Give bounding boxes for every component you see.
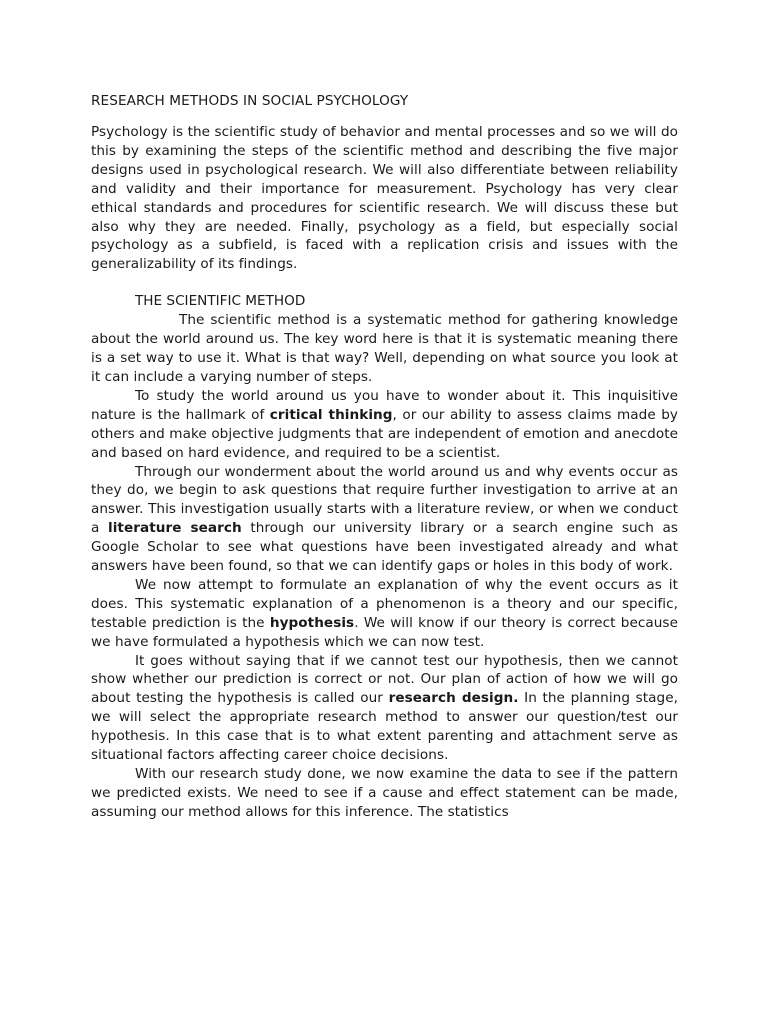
paragraph-data-analysis: With our research study done, we now examine the data to see if the pattern we predicted exists. We need to see if a cause and effect statement can be made, assuming our method allows for this inference. The statistics (91, 766, 678, 820)
paragraph-hypothesis (91, 576, 678, 652)
section-heading: THE SCIENTIFIC METHOD (135, 293, 306, 310)
term-research-design: research design. (388, 690, 519, 707)
paragraph-text: through our university library or a search engine such as Google Scholar to see what questions have been investigated already and what answers have been found, so that we can identify gaps or holes in this body of work. (91, 520, 678, 575)
paragraph-research-design (91, 652, 678, 765)
term-critical-thinking: critical thinking (269, 406, 393, 423)
paragraph-text: In the planning stage, we will select the appropriate research method to answer our question/test our hypothesis. In this case that is to what extent parenting and attachment serve as situational factors affecting career choice decisions. (91, 690, 679, 764)
paragraph-scientific-method: The scientific method is a systematic method for gathering knowledge about the world around us. The key word here is that it is systematic meaning there is a set way to use it. What is that way? Well, depending on what source you look at it can include a varying number of steps. (91, 312, 678, 385)
paragraph-text: To study the world around us you have to wonder about it. This inquisitive nature is the hallmark of (91, 387, 678, 423)
paragraph-text: Through our wonderment about the world around us and why events occur as they do, we begin to ask questions that require further investigation to arrive at an answer. This investigation usually starts with a literature review, or when we conduct a (91, 463, 678, 537)
paragraph-critical-thinking (91, 387, 678, 463)
paragraph-text: We now attempt to formulate an explanation of why the event occurs as it does. This systematic explanation of a phenomenon is a theory and our specific, testable prediction is the (91, 576, 678, 631)
paragraph-text: , or our ability to assess claims made by others and make objective judgments that are independent of emotion and anecdote and based on hard evidence, and required to be a scientist. (91, 406, 678, 461)
paragraph-text: . We will know if our theory is correct because we have formulated a hypothesis which we can now test. (91, 614, 678, 650)
term-literature-search: literature search (107, 520, 242, 537)
paragraph-text: It goes without saying that if we cannot test our hypothesis, then we cannot show whether our prediction is correct or not. Our plan of action of how we will go about testing the hypothesis is called our (91, 652, 678, 707)
paragraph-literature-search (91, 463, 678, 576)
term-hypothesis: hypothesis (269, 614, 355, 631)
document-title: RESEARCH METHODS IN SOCIAL PSYCHOLOGY (91, 93, 409, 109)
document-page (91, 92, 678, 822)
intro-paragraph: Psychology is the scientific study of behavior and mental processes and so we will do this by examining the steps of the scientific method and describing the five major designs used in psychological research. We will also differentiate between reliability and validity and their importance for measurement. Psychology has very clear ethical standards and procedures for scientific research. We will discuss these but also why they are needed. Finally, psychology as a field, but especially social psychology as a subfield, is faced with a replication crisis and issues with the generalizability of its findings. (91, 124, 678, 273)
